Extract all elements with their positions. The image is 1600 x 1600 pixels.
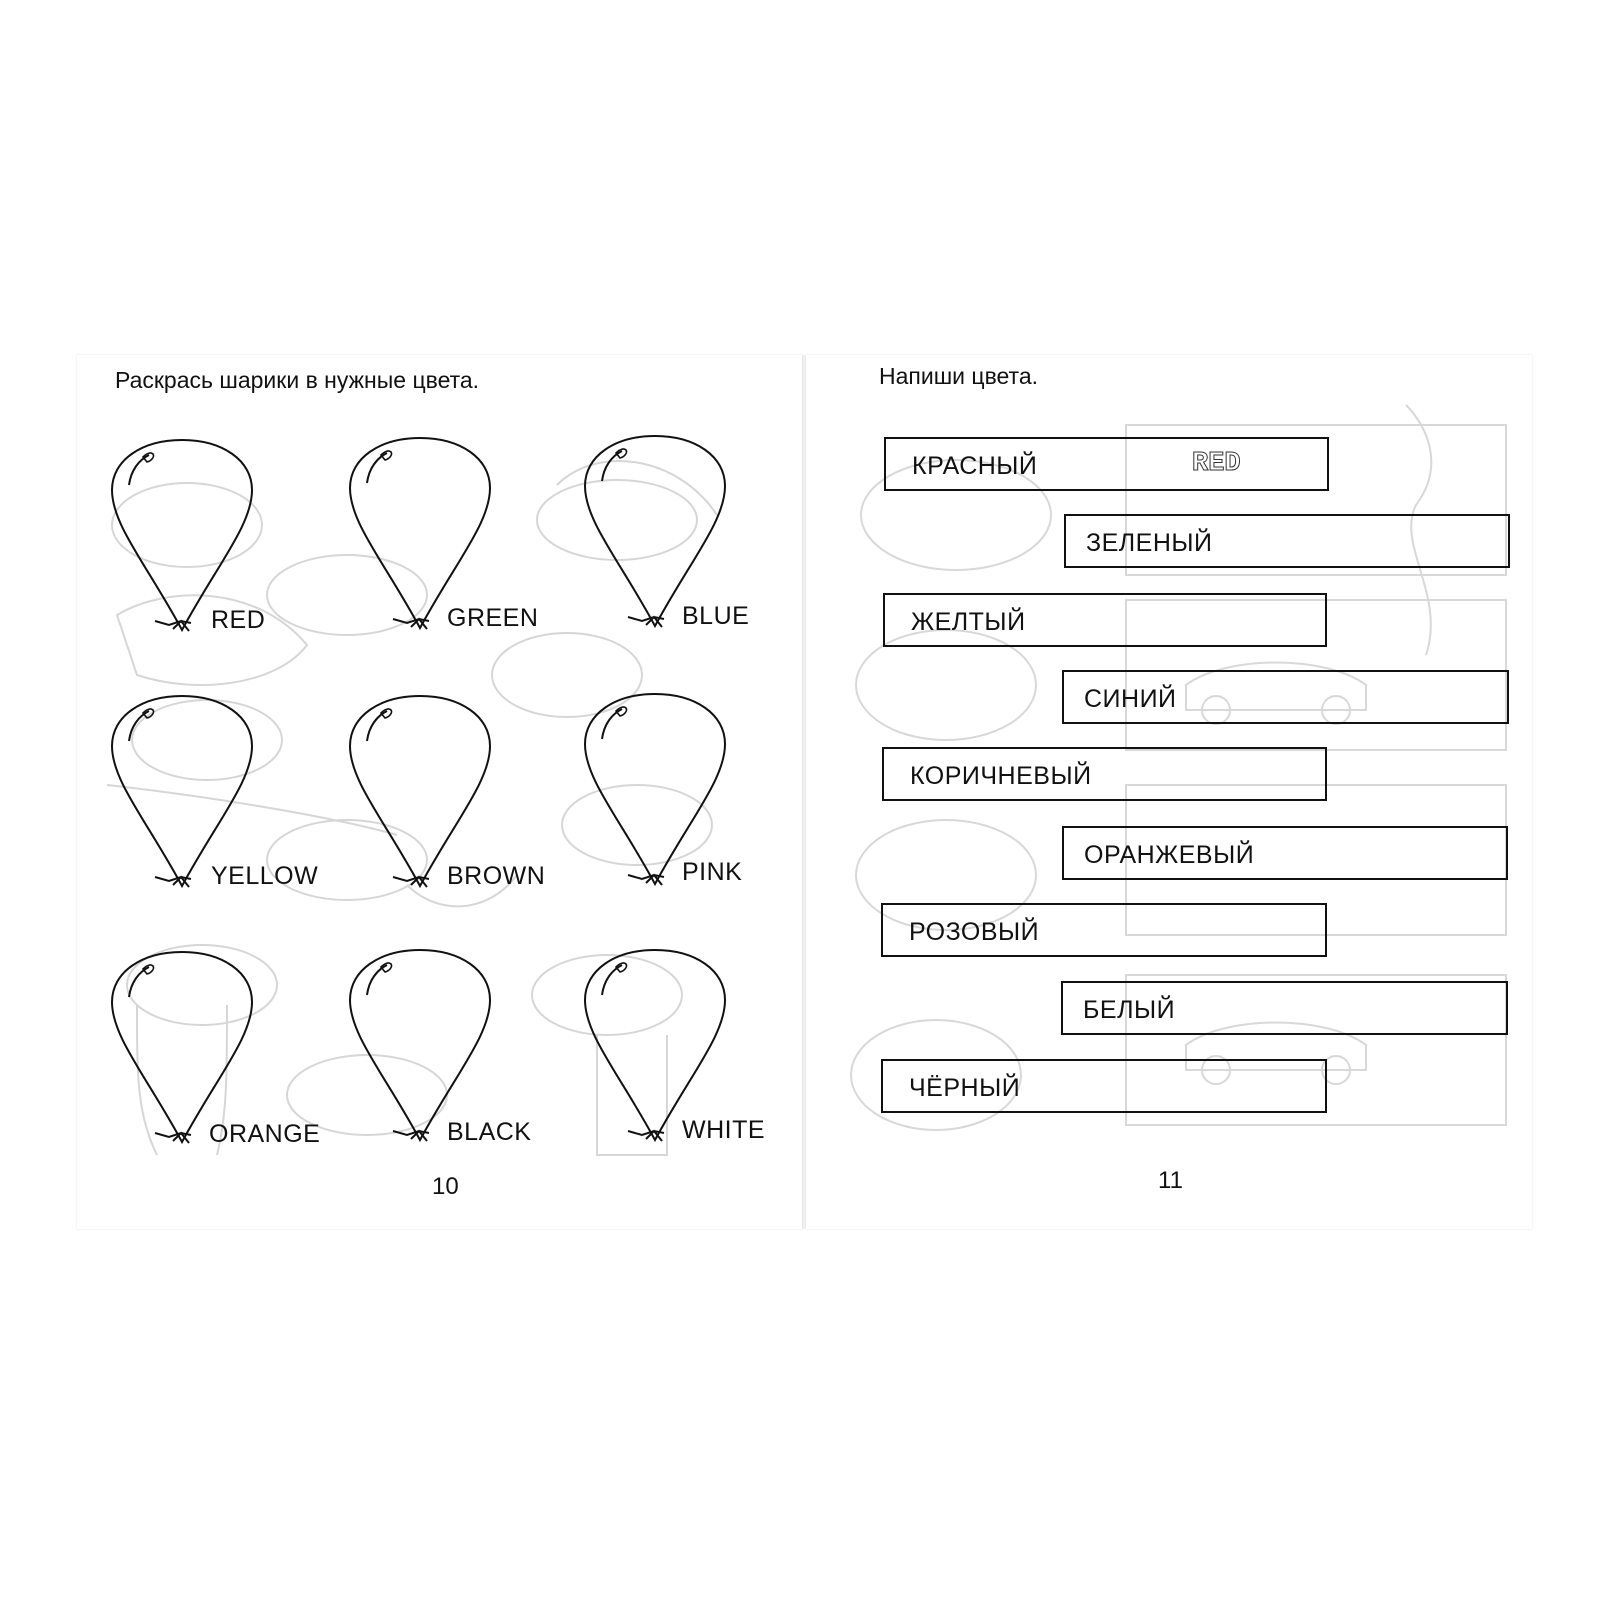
- page-instruction: Раскрась шарики в нужные цвета.: [115, 367, 480, 393]
- balloon-item-blue[interactable]: [580, 431, 800, 661]
- balloon-label: BLUE: [682, 602, 750, 630]
- page-number: 11: [1158, 1167, 1183, 1194]
- word-box-red[interactable]: [884, 437, 1329, 491]
- word-label: БЕЛЫЙ: [1083, 996, 1176, 1024]
- balloon-item-brown[interactable]: [345, 691, 565, 921]
- page-instruction: Напиши цвета.: [879, 363, 1039, 389]
- word-box-green[interactable]: [1064, 514, 1510, 568]
- balloon-label: ORANGE: [209, 1120, 321, 1148]
- word-box-black[interactable]: [881, 1059, 1327, 1113]
- example-answer: RED: [1192, 449, 1241, 479]
- balloon-item-red[interactable]: [107, 435, 327, 665]
- balloon-label: WHITE: [682, 1116, 766, 1144]
- balloon-item-pink[interactable]: [580, 689, 800, 919]
- balloon-label: RED: [211, 606, 266, 634]
- word-box-blue[interactable]: [1062, 670, 1509, 724]
- word-label: ЗЕЛЕНЫЙ: [1086, 529, 1213, 557]
- right-page: [806, 355, 1532, 1229]
- word-box-yellow[interactable]: [883, 593, 1327, 647]
- word-box-white[interactable]: [1061, 981, 1508, 1035]
- word-label: КРАСНЫЙ: [912, 452, 1038, 480]
- balloon-label: BROWN: [447, 862, 546, 890]
- word-label: КОРИЧНЕВЫЙ: [910, 762, 1092, 790]
- balloon-label: GREEN: [447, 604, 539, 632]
- word-box-brown[interactable]: [882, 747, 1327, 801]
- page-number: 10: [432, 1173, 459, 1200]
- word-box-pink[interactable]: [881, 903, 1327, 957]
- balloon-label: PINK: [682, 858, 743, 886]
- word-label: ЖЕЛТЫЙ: [911, 608, 1026, 636]
- balloon-item-orange[interactable]: [107, 947, 327, 1177]
- word-box-orange[interactable]: [1062, 826, 1508, 880]
- balloon-label: BLACK: [447, 1118, 532, 1146]
- balloon-label: YELLOW: [211, 862, 319, 890]
- balloon-item-black[interactable]: [345, 945, 565, 1175]
- word-label: РОЗОВЫЙ: [909, 918, 1040, 946]
- balloon-item-green[interactable]: [345, 433, 565, 663]
- word-label: СИНИЙ: [1084, 685, 1177, 713]
- balloon-item-yellow[interactable]: [107, 691, 327, 921]
- book-fold: [802, 355, 806, 1229]
- balloon-item-white[interactable]: [580, 945, 800, 1175]
- word-label: ЧЁРНЫЙ: [909, 1074, 1021, 1102]
- left-page: [77, 355, 803, 1229]
- word-label: ОРАНЖЕВЫЙ: [1084, 841, 1255, 869]
